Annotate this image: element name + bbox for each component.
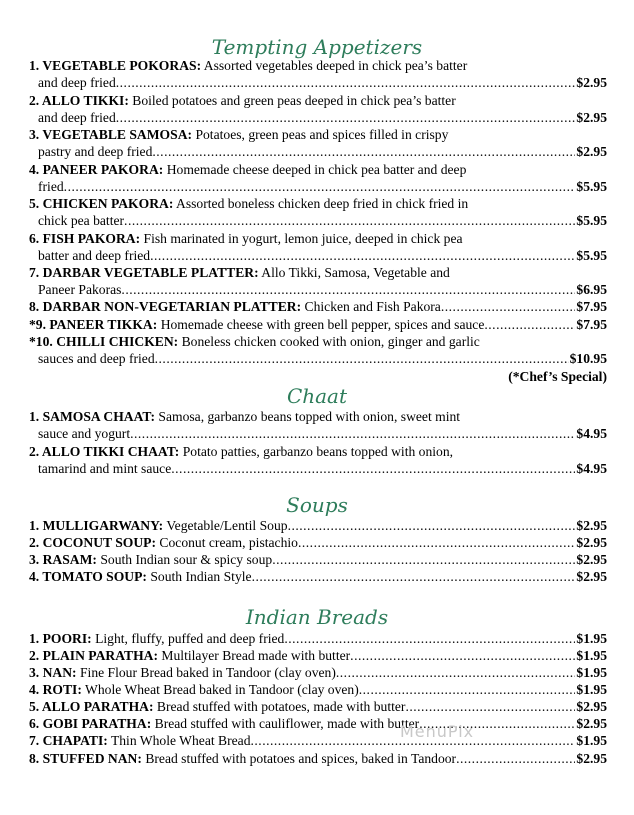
item-desc: and deep fried (38, 110, 116, 126)
item-name: 4. TOMATO SOUP: (29, 569, 147, 584)
menu-item (29, 57, 607, 92)
item-desc: Boiled potatoes and green peas deeped in chick pea’s batter (132, 93, 456, 108)
item-price: $1.95 (576, 665, 607, 680)
item-name: 4. ROTI: (29, 682, 82, 697)
item-price: $2.95 (576, 75, 607, 91)
menu-item (29, 750, 607, 767)
menu-item (29, 126, 607, 161)
menu-item (29, 551, 607, 568)
item-desc: Homemade cheese deeped in chick pea batter and deep (166, 162, 467, 177)
item-price: $2.95 (576, 716, 607, 731)
menu-item (29, 408, 607, 443)
item-price: $4.95 (576, 461, 607, 477)
item-desc: Whole Wheat Bread baked in Tandoor (clay oven) (85, 682, 359, 697)
item-name: 1. MULLIGARWANY: (29, 518, 164, 533)
item-price: $10.95 (569, 351, 607, 367)
item-desc: Bread stuffed with potatoes and spices, baked in Tandoor (145, 751, 457, 766)
item-price: $1.95 (576, 733, 607, 748)
item-price: $2.95 (576, 535, 607, 550)
item-desc: and deep fried (38, 75, 116, 91)
item-name: 3. NAN: (29, 665, 77, 680)
item-price: $2.95 (576, 751, 607, 766)
item-desc: sauces and deep fried (38, 351, 155, 367)
item-desc: Bread stuffed with potatoes, made with butter (156, 699, 406, 714)
item-name: *10. CHILLI CHICKEN: (29, 334, 179, 349)
menu-item (29, 630, 607, 647)
item-desc: Homemade cheese with green bell pepper, spices and sauce (160, 317, 485, 332)
section-title-soups: Soups (286, 493, 348, 517)
watermark: MenuPix (400, 722, 475, 741)
item-desc: Fish marinated in yogurt, lemon juice, deeped in chick pea (143, 231, 463, 246)
item-price: $2.95 (576, 110, 607, 126)
menu-item (29, 298, 607, 315)
menu-item (29, 568, 607, 585)
item-name: 1. POORI: (29, 631, 92, 646)
menu-item (29, 333, 607, 368)
item-price: $1.95 (576, 631, 607, 646)
item-price: $2.95 (576, 699, 607, 714)
item-name: 6. FISH PAKORA: (29, 231, 141, 246)
section-title-appetizers: Tempting Appetizers (211, 35, 423, 59)
item-desc: Assorted vegetables deeped in chick pea’s batter (203, 58, 468, 73)
item-desc: Allo Tikki, Samosa, Vegetable and (261, 265, 450, 280)
menu-item (29, 92, 607, 127)
menu-item (29, 161, 607, 196)
item-desc: Samosa, garbanzo beans topped with onion, sweet mint (158, 409, 461, 424)
item-price: $1.95 (576, 682, 607, 697)
section-title-breads: Indian Breads (245, 605, 389, 629)
item-price: $5.95 (576, 179, 607, 195)
menu-item (29, 664, 607, 681)
item-price: $2.95 (576, 552, 607, 567)
item-price: $4.95 (576, 426, 607, 442)
menu-item (29, 534, 607, 551)
item-desc: Paneer Pakoras (38, 282, 122, 298)
item-desc: pastry and deep fried (38, 144, 153, 160)
menu-item (29, 230, 607, 265)
item-desc: chick pea batter (38, 213, 125, 229)
item-name: 1. SAMOSA CHAAT: (29, 409, 155, 424)
item-price: $2.95 (576, 144, 607, 160)
item-desc: Chicken and Fish Pakora (304, 299, 441, 314)
item-name: 5. CHICKEN PAKORA: (29, 196, 174, 211)
item-desc: South Indian Style (150, 569, 252, 584)
item-name: 2. ALLO TIKKI CHAAT: (29, 444, 180, 459)
item-price: $5.95 (576, 248, 607, 264)
item-price: $6.95 (576, 282, 607, 298)
item-desc: Bread stuffed with cauliflower, made with butter (154, 716, 420, 731)
item-name: 3. RASAM: (29, 552, 97, 567)
item-name: 2. COCONUT SOUP: (29, 535, 157, 550)
item-price: $2.95 (576, 518, 607, 533)
item-desc: Potatoes, green peas and spices filled in crispy (195, 127, 449, 142)
menu-item (29, 647, 607, 664)
menu-item (29, 264, 607, 299)
item-price: $5.95 (576, 213, 607, 229)
menu-item (29, 732, 607, 749)
item-desc: South Indian sour & spicy soup (100, 552, 273, 567)
item-name: 6. GOBI PARATHA: (29, 716, 152, 731)
item-desc: sauce and yogurt (38, 426, 131, 442)
menu-item (29, 443, 607, 478)
item-desc: Light, fluffy, puffed and deep fried (95, 631, 285, 646)
item-name: 7. CHAPATI: (29, 733, 108, 748)
menu-item (29, 517, 607, 534)
item-desc: Fine Flour Bread baked in Tandoor (clay oven) (79, 665, 336, 680)
item-name: 2. ALLO TIKKI: (29, 93, 129, 108)
item-price: $2.95 (576, 569, 607, 584)
item-name: 3. VEGETABLE SAMOSA: (29, 127, 193, 142)
menu-item (29, 681, 607, 698)
item-desc: Multilayer Bread made with butter (161, 648, 351, 663)
item-name: 8. DARBAR NON-VEGETARIAN PLATTER: (29, 299, 302, 314)
item-desc: tamarind and mint sauce (38, 461, 172, 477)
section-title-chaat: Chaat (286, 384, 348, 408)
item-desc: Boneless chicken cooked with onion, ginger and garlic (181, 334, 480, 349)
item-desc: batter and deep fried (38, 248, 151, 264)
item-name: 8. STUFFED NAN: (29, 751, 142, 766)
menu-item (29, 316, 607, 333)
menu-item (29, 195, 607, 230)
menu-item (29, 715, 607, 732)
menu-item (29, 698, 607, 715)
item-price: $1.95 (576, 648, 607, 663)
item-price: $7.95 (576, 317, 607, 332)
item-name: 2. PLAIN PARATHA: (29, 648, 159, 663)
item-name: *9. PANEER TIKKA: (29, 317, 158, 332)
item-desc: fried (38, 179, 64, 195)
chefs-special-note: (*Chef’s Special) (508, 369, 607, 384)
item-desc: Vegetable/Lentil Soup (166, 518, 288, 533)
item-name: 4. PANEER PAKORA: (29, 162, 164, 177)
item-desc: Assorted boneless chicken deep fried in chick fried in (176, 196, 469, 211)
item-desc: Potato patties, garbanzo beans topped with onion, (182, 444, 454, 459)
item-price: $7.95 (576, 299, 607, 314)
item-desc: Coconut cream, pistachio (159, 535, 298, 550)
item-name: 7. DARBAR VEGETABLE PLATTER: (29, 265, 259, 280)
item-name: 1. VEGETABLE POKORAS: (29, 58, 202, 73)
item-name: 5. ALLO PARATHA: (29, 699, 154, 714)
item-desc: Thin Whole Wheat Bread (110, 733, 251, 748)
